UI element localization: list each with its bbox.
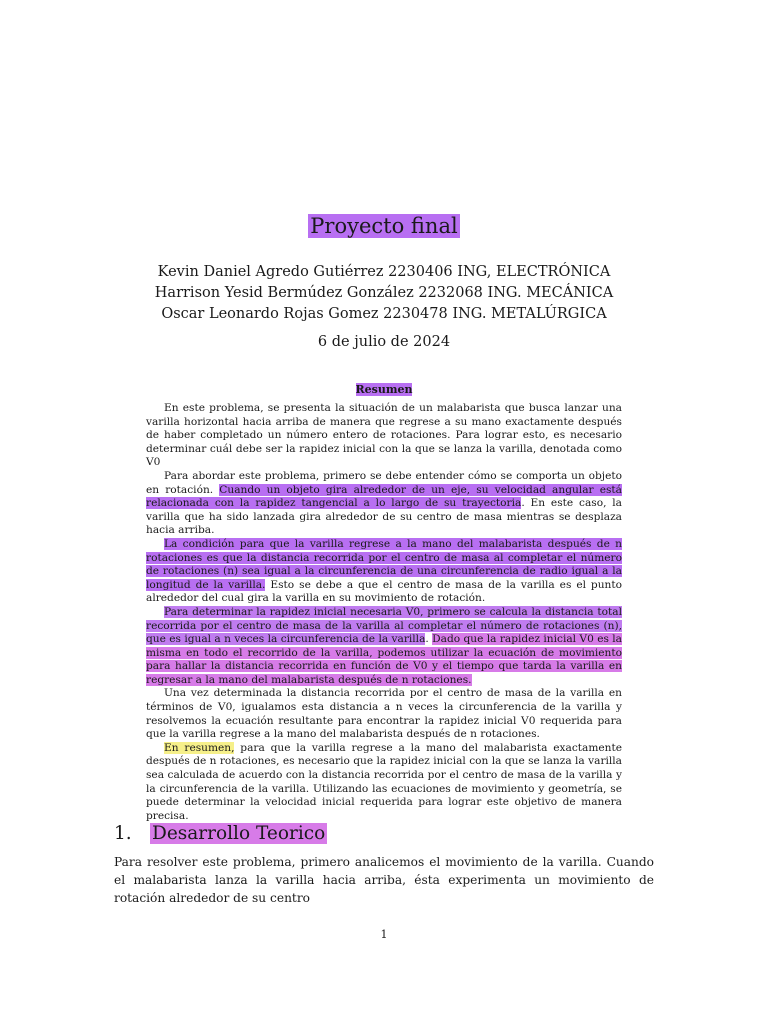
abstract-p3-rest: Esto se debe a que el centro de masa de la varilla es el punto alrededor del cual gira la varilla en su movimiento de rotación. (146, 578, 622, 605)
abstract-p4-highlight-2: Dado que la rapidez inicial V0 es la misma en todo el recorrido de la varilla, podemos utilizar la ecuación de movimiento para hallar la distancia recorrida en función de V0 y el tiempo que tarda la varilla en regresar a la mano del malabarista después de n rotaciones. (146, 633, 622, 686)
paper-date: 6 de julio de 2024 (317, 334, 451, 350)
abstract-paragraph-6 (146, 742, 622, 824)
abstract-paragraph-1: En este problema, se presenta la situación de un malabarista que busca lanzar una varilla horizontal hacia arriba de manera que regrese a su mano exactamente después de haber completado un número entero de rotaciones. Para lograr esto, es necesario determinar cuál debe ser la rapidez inicial con la que se lanza la varilla, denotada como V0 (146, 402, 622, 469)
section-heading (114, 822, 327, 846)
section-number: 1. (114, 823, 132, 844)
author-list (0, 262, 768, 325)
section-title: Desarrollo Teorico (152, 823, 326, 844)
abstract-heading (0, 382, 768, 398)
abstract-paragraph-4 (146, 606, 622, 688)
abstract-paragraph-2 (146, 470, 622, 538)
title-text: Proyecto final (310, 214, 458, 238)
abstract-p4-separator: . (425, 633, 433, 646)
abstract-p6-rest: para que la varilla regrese a la mano del malabarista exactamente después de n rotaciones, es necesario que la rapidez inicial con la que se lanza la varilla sea calculada de acuerdo con la distancia recorrida por el centro de masa de la varilla y la circunferencia de la varilla. Utilizando las ecuaciones de movimiento y geometría, se puede determinar la velocidad inicial requerida para lograr este objetivo de manera precisa. (146, 741, 622, 822)
paper-title (0, 212, 768, 240)
abstract-p4-highlight-1: Para determinar la rapidez inicial necesaria V0, primero se calcula la distancia total recorrida por el centro de masa de la varilla al completar el número de rotaciones (n), que es igual a n veces la circunferencia de la varilla (146, 605, 622, 646)
abstract-p2-highlight: Cuando un objeto gira alrededor de un eje, su velocidad angular está relacionada con la rapidez tangencial a lo largo de su trayectoria (146, 483, 622, 510)
abstract-heading-text: Resumen (355, 383, 413, 396)
page-number: 1 (380, 928, 388, 941)
author-3: Oscar Leonardo Rojas Gomez 2230478 ING. METALÚRGICA (161, 306, 607, 322)
abstract-p2-rest: . En este caso, la varilla que ha sido lanzada gira alrededor de su centro de masa mientras se desplaza hacia arriba. (146, 497, 622, 537)
abstract-paragraph-5: Una vez determinada la distancia recorrida por el centro de masa de la varilla en términos de V0, igualamos esta distancia a n veces la circunferencia de la varilla y resolvemos la ecuación resultante para encontrar la rapidez inicial V0 requerida para que la varilla regrese a la mano del malabarista después de n rotaciones. (146, 687, 622, 741)
body-paragraph: Para resolver este problema, primero analicemos el movimiento de la varilla. Cuando el malabarista lanza la varilla hacia arriba, ésta experimenta un movimiento de rotación alrededor de su centro (114, 855, 654, 905)
abstract-p6-highlight: En resumen, (164, 741, 235, 754)
abstract-p3-highlight: La condición para que la varilla regrese a la mano del malabarista después de n rotaciones es que la distancia recorrida por el centro de masa al completar el número de rotaciones (n) sea igual a la circunferencia de una circunferencia de radio igual a la longitud de la varilla. (146, 537, 622, 591)
author-2: Harrison Yesid Bermúdez González 2232068 ING. MECÁNICA (154, 285, 614, 301)
abstract-p2-text: Para abordar este problema, primero se debe entender cómo se comporta un objeto en rotación. (146, 469, 622, 496)
author-1: Kevin Daniel Agredo Gutiérrez 2230406 ING, ELECTRÓNICA (157, 264, 611, 280)
abstract-body (146, 402, 622, 823)
abstract-paragraph-3 (146, 538, 622, 606)
